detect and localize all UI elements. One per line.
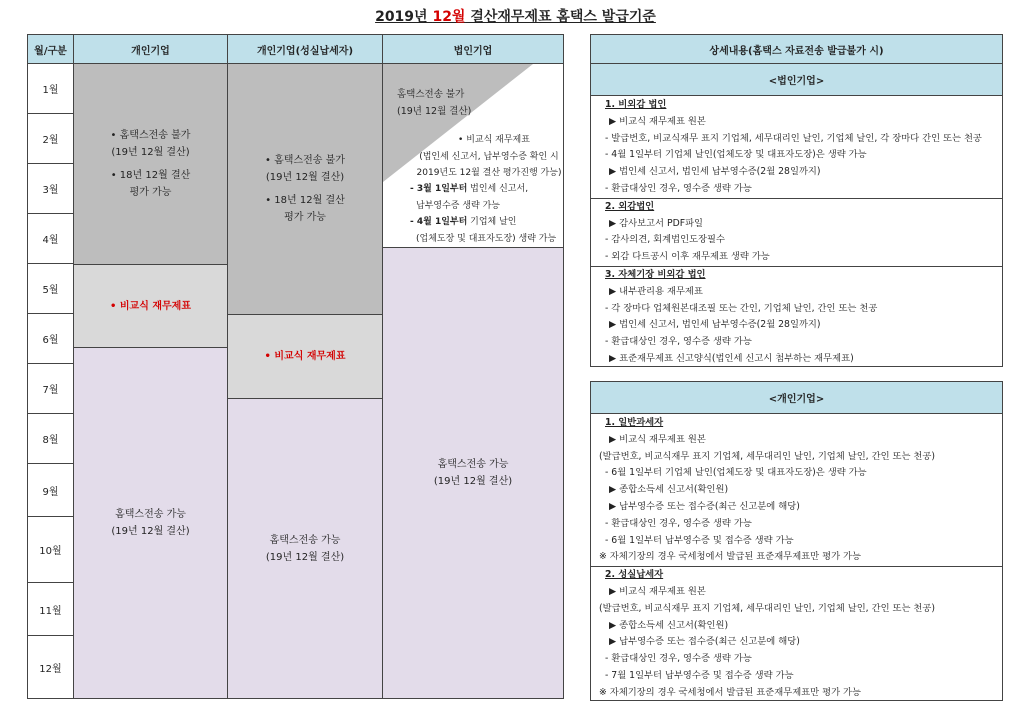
individual-block-available bbox=[73, 347, 228, 699]
text-line: - 3월 1일부터 bbox=[410, 184, 468, 194]
text-line: (19년 12월 결산) bbox=[265, 551, 345, 563]
text-line: 2019년도 12월 결산 평가진행 가능) bbox=[416, 168, 562, 178]
list-item: ▶ 종합소득세 신고서(확인원) bbox=[609, 619, 729, 631]
list-item: (발급번호, 비교식재무 표지 기업체, 세무대리인 날인, 기업체 날인, 간인 또는 천공) bbox=[599, 450, 936, 462]
list-item: ▶ 비교식 재무제표 원본 bbox=[609, 433, 706, 445]
text-line: 홈택스전송 가능 bbox=[437, 459, 509, 470]
page-title bbox=[0, 6, 1031, 26]
list-item: ▶ 표준재무제표 신고양식(법인세 신고시 첨부하는 재무제표) bbox=[609, 352, 854, 364]
list-item: - 환급대상인 경우, 영수증 생략 가능 bbox=[605, 182, 752, 194]
month-cell: 1월 bbox=[27, 63, 74, 114]
text-line: (19년 12월 결산) bbox=[111, 526, 190, 537]
corporate-comparative-text bbox=[383, 132, 564, 182]
section-title: 1. 일반과세자 bbox=[605, 417, 664, 428]
month-cell: 9월 bbox=[27, 463, 74, 517]
month-cell: 2월 bbox=[27, 113, 74, 164]
month-cell: 3월 bbox=[27, 163, 74, 214]
individual-block-comparative bbox=[73, 264, 228, 348]
text-line: • 비교식 재무제표 bbox=[458, 135, 530, 145]
header-corporate: 법인기업 bbox=[382, 34, 564, 64]
individual-detail-list bbox=[590, 413, 1003, 701]
section-title: 3. 자체기장 비외감 법인 bbox=[591, 266, 1002, 284]
list-item: - 환급대상인 경우, 영수증 생략 가능 bbox=[605, 517, 752, 529]
text-line: 납부영수증 생략 가능 bbox=[416, 200, 500, 211]
title-prefix: 2019년 bbox=[375, 9, 433, 25]
individual-block-unavailable bbox=[73, 63, 228, 265]
text-line: 홈택스전송 가능 bbox=[115, 509, 186, 520]
header-detail: 상세내용(홈택스 자료전송 발급불가 시) bbox=[590, 34, 1003, 64]
list-item: - 6월 1일부터 기업체 날인(업체도장 및 대표자도장)은 생략 가능 bbox=[605, 467, 867, 479]
text-line: (법인세 신고서, 납부영수증 확인 시 bbox=[419, 151, 559, 162]
list-item: ▶ 납부영수증 또는 접수증(최근 신고분에 해당) bbox=[609, 636, 800, 648]
month-cell: 5월 bbox=[27, 263, 74, 314]
section-title: 1. 비외감 법인 bbox=[605, 99, 667, 110]
month-cell: 11월 bbox=[27, 582, 74, 636]
corporate-detail-header: <법인기업> bbox=[590, 63, 1003, 96]
list-item: ▶ 감사보고서 PDF파일 bbox=[609, 217, 704, 229]
corporate-block-transition bbox=[382, 63, 564, 248]
month-cell: 8월 bbox=[27, 413, 74, 464]
text-line: 평가 가능 bbox=[129, 187, 172, 198]
corporate-omission-text bbox=[410, 181, 556, 247]
section-title: 2. 성실납세자 bbox=[591, 566, 1002, 584]
text-line: • 홈택스전송 불가 bbox=[265, 155, 345, 166]
title-suffix: 결산재무제표 홈택스 발급기준 bbox=[465, 9, 656, 25]
corporate-block-available bbox=[382, 247, 564, 699]
list-item: - 감사의견, 회계법인도장필수 bbox=[605, 234, 725, 246]
list-item: ▶ 법인세 신고서, 법인세 납부영수증(2월 28일까지) bbox=[609, 166, 821, 178]
list-item: ▶ 비교식 재무제표 원본 bbox=[609, 585, 706, 597]
month-cell: 7월 bbox=[27, 363, 74, 414]
faithful-block-comparative bbox=[227, 314, 383, 399]
list-item: - 발급번호, 비교식재무 표지 기업체, 세무대리인 날인, 기업체 날인, 각 장마다 간인 또는 천공 bbox=[605, 132, 982, 144]
text-line: 법인세 신고서, bbox=[467, 184, 529, 194]
month-cell: 6월 bbox=[27, 313, 74, 364]
section-title: 2. 외감법인 bbox=[591, 198, 1002, 216]
list-item: ▶ 내부관리용 재무제표 bbox=[609, 285, 703, 297]
text-line: (19년 12월 결산) bbox=[397, 106, 472, 117]
list-item: - 환급대상인 경우, 영수증 생략 가능 bbox=[605, 653, 752, 665]
text-line: (19년 12월 결산) bbox=[111, 147, 190, 158]
list-item: - 4월 1일부터 기업체 날인(업체도장 및 대표자도장)은 생략 가능 bbox=[605, 149, 867, 161]
list-item: ※ 자체기장의 경우 국세청에서 발급된 표준재무제표만 평가 가능 bbox=[599, 686, 861, 698]
text-line: • 18년 12월 결산 bbox=[265, 195, 345, 206]
text-line: • 비교식 재무제표 bbox=[264, 351, 346, 362]
header-individual: 개인기업 bbox=[73, 34, 228, 64]
list-item: ▶ 종합소득세 신고서(확인원) bbox=[609, 484, 729, 496]
header-month: 월/구분 bbox=[27, 34, 74, 64]
text-line: • 18년 12월 결산 bbox=[110, 170, 191, 181]
list-item: - 각 장마다 업체원본대조필 또는 간인, 기업체 날인, 간인 또는 천공 bbox=[605, 302, 878, 314]
month-cell: 4월 bbox=[27, 213, 74, 264]
list-item: ▶ 법인세 신고서, 법인세 납부영수증(2월 28일까지) bbox=[609, 319, 821, 331]
text-line: (19년 12월 결산) bbox=[265, 172, 345, 183]
text-line: 홈택스전송 불가 bbox=[397, 89, 465, 100]
text-line: • 홈택스전송 불가 bbox=[110, 130, 191, 141]
month-cell: 10월 bbox=[27, 516, 74, 583]
text-line: - 4월 1일부터 bbox=[410, 217, 468, 227]
corporate-unavailable-text bbox=[397, 86, 471, 120]
list-item: - 6월 1일부터 납부영수증 및 접수증 생략 가능 bbox=[605, 534, 794, 546]
corporate-detail-list bbox=[590, 95, 1003, 367]
list-item: - 환급대상인 경우, 영수증 생략 가능 bbox=[605, 336, 752, 348]
month-cell: 12월 bbox=[27, 635, 74, 699]
faithful-block-available bbox=[227, 398, 383, 699]
text-line: 기업체 날인 bbox=[467, 217, 517, 227]
list-item: (발급번호, 비교식재무 표지 기업체, 세무대리인 날인, 기업체 날인, 간인 또는 천공) bbox=[599, 602, 936, 614]
title-month: 12월 bbox=[432, 9, 466, 25]
text-line: (업체도장 및 대표자도장) 생략 가능 bbox=[416, 233, 557, 244]
individual-detail-header: <개인기업> bbox=[590, 381, 1003, 414]
text-line: 홈택스전송 가능 bbox=[269, 534, 341, 546]
header-faithful: 개인기업(성실납세자) bbox=[227, 34, 383, 64]
list-item: - 외감 다트공시 이후 재무제표 생략 가능 bbox=[605, 251, 770, 263]
text-line: 평가 가능 bbox=[284, 212, 326, 223]
list-item: - 7월 1일부터 납부영수증 및 접수증 생략 가능 bbox=[605, 669, 794, 681]
text-line: (19년 12월 결산) bbox=[433, 476, 513, 487]
list-item: ▶ 납부영수증 또는 접수증(최근 신고분에 해당) bbox=[609, 500, 800, 512]
text-line: • 비교식 재무제표 bbox=[110, 300, 191, 312]
list-item: ※ 자체기장의 경우 국세청에서 발급된 표준재무제표만 평가 가능 bbox=[599, 551, 861, 563]
faithful-block-unavailable bbox=[227, 63, 383, 315]
list-item: ▶ 비교식 재무제표 원본 bbox=[609, 115, 706, 127]
